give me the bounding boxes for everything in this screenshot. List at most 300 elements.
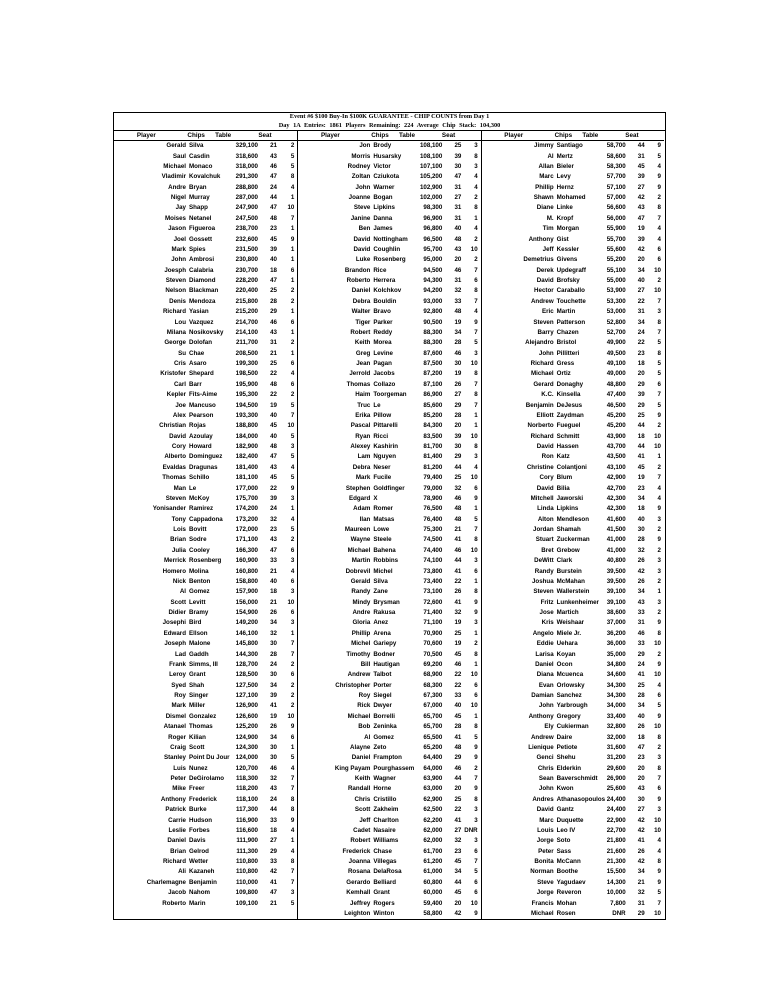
first-name: Stephen — [345, 484, 371, 492]
seat-number: 6 — [474, 878, 478, 886]
chips: 41,000 — [606, 536, 626, 544]
first-name: Mike — [172, 785, 186, 793]
player-row — [298, 909, 480, 919]
last-name: Reveron — [556, 889, 582, 897]
player-row — [114, 463, 297, 473]
table-number: 32 — [454, 837, 462, 845]
last-name: Leo IV — [556, 826, 576, 834]
first-name: M. — [546, 214, 554, 222]
seat-number: 7 — [657, 328, 661, 336]
last-name: Nosikovsky — [189, 328, 224, 336]
seat-number: 2 — [474, 194, 478, 202]
player-row — [482, 899, 664, 909]
seat-number: 8 — [657, 733, 661, 741]
table-number: 42 — [637, 245, 645, 253]
chips: 96,900 — [423, 214, 443, 222]
player-row — [482, 141, 664, 151]
seat-number: 9 — [657, 712, 661, 720]
player-row — [114, 805, 297, 815]
table-number: 42 — [637, 567, 645, 575]
first-name: Steve — [353, 204, 371, 212]
first-name: Homero — [162, 567, 186, 575]
player-row — [298, 681, 480, 691]
chips: 67,300 — [423, 692, 443, 700]
chips: 56,000 — [606, 214, 626, 222]
first-name: Jay — [175, 204, 186, 212]
player-row — [298, 152, 480, 162]
table-number: 46 — [270, 318, 277, 326]
player-row — [114, 504, 297, 514]
last-name: Gregory — [556, 712, 581, 720]
table-number: 27 — [454, 391, 462, 399]
seat-number: 2 — [474, 764, 478, 772]
seat-number: 5 — [474, 868, 478, 876]
first-name: Ron — [541, 453, 554, 461]
player-row — [298, 442, 480, 452]
chips: 40,800 — [606, 557, 626, 565]
last-name: Williams — [373, 837, 399, 845]
last-name: Bramy — [189, 609, 209, 617]
player-row — [114, 629, 297, 639]
table-number: 32 — [454, 609, 462, 617]
seat-number: 9 — [657, 795, 661, 803]
seat-number: 3 — [474, 619, 478, 627]
last-name: Steele — [373, 536, 392, 544]
chips: 193,300 — [235, 411, 258, 419]
chips: 79,000 — [423, 484, 443, 492]
player-row — [298, 245, 480, 255]
chip-count-columns — [114, 130, 665, 919]
table-number: 43 — [270, 152, 277, 160]
chips: 177,000 — [235, 484, 258, 492]
first-name: Anthony — [528, 712, 554, 720]
table-number: 44 — [454, 775, 462, 783]
last-name: Charlton — [373, 816, 399, 824]
chips: 65,500 — [423, 733, 443, 741]
player-row — [114, 401, 297, 411]
last-name: Uehara — [556, 640, 578, 648]
seat-number: 1 — [290, 743, 295, 751]
player-row — [482, 307, 664, 317]
first-name: Cory — [171, 443, 186, 451]
first-name: Jean — [356, 360, 371, 368]
table-number: 20 — [454, 899, 462, 907]
last-name: Bahena — [373, 546, 396, 554]
last-name: Zeto — [373, 743, 387, 751]
chips: 73,800 — [423, 567, 443, 575]
first-name: Daniel — [351, 287, 371, 295]
last-name: Parker — [373, 318, 393, 326]
player-row — [114, 193, 297, 203]
player-row — [298, 515, 480, 525]
table-number: 34 — [270, 681, 277, 689]
first-name: Wayne — [350, 536, 371, 544]
chips: 39,500 — [606, 577, 626, 585]
chips: 71,100 — [423, 619, 443, 627]
chips: 188,800 — [235, 422, 258, 430]
last-name: Herrera — [373, 277, 396, 285]
player-row — [482, 577, 664, 587]
last-name: Sass — [556, 847, 572, 855]
chips: 238,700 — [235, 225, 258, 233]
seat-number: 7 — [474, 401, 478, 409]
chips: 126,900 — [235, 702, 258, 710]
chips: 120,700 — [235, 764, 258, 772]
last-name: James — [373, 225, 393, 233]
first-name: Joshua — [531, 577, 554, 585]
first-name: Richard — [162, 308, 186, 316]
first-name: Diane — [536, 204, 554, 212]
first-name: Phillip — [351, 629, 371, 637]
table-number: 34 — [270, 733, 277, 741]
player-row — [114, 442, 297, 452]
last-name: Kashirin — [373, 443, 399, 451]
seat-number: 5 — [657, 370, 661, 378]
last-name: Martich — [556, 609, 579, 617]
table-number: 26 — [454, 380, 462, 388]
table-number: 18 — [637, 360, 645, 368]
table-number: 40 — [637, 515, 645, 523]
chips: 49,900 — [606, 339, 626, 347]
table-number: 26 — [637, 557, 645, 565]
chips: 39,100 — [606, 588, 626, 596]
last-name: Frederick — [189, 795, 217, 803]
table-header: Table — [399, 132, 415, 140]
last-name: Cooley — [189, 546, 210, 554]
last-name: Netanel — [189, 214, 212, 222]
player-row — [482, 878, 664, 888]
seat-number: 8 — [657, 858, 661, 866]
first-name: Cadet — [353, 826, 371, 834]
first-name: Nick — [172, 577, 186, 585]
chips: 144,300 — [235, 650, 258, 658]
player-row — [298, 359, 480, 369]
player-row — [298, 888, 480, 898]
seat-number: 8 — [474, 650, 478, 658]
seat-number: 5 — [474, 339, 478, 347]
player-row — [482, 546, 664, 556]
chips: 52,800 — [606, 318, 626, 326]
table-number: 27 — [454, 194, 462, 202]
seat-number: 1 — [474, 660, 478, 668]
seat-number: 7 — [290, 868, 295, 876]
chips: 287,000 — [235, 194, 258, 202]
player-row — [114, 670, 297, 680]
chips: 215,800 — [235, 297, 258, 305]
table-number: 31 — [637, 619, 645, 627]
chips: 220,400 — [235, 287, 258, 295]
seat-number: 5 — [657, 702, 661, 710]
last-name: Donaghy — [556, 380, 584, 388]
player-row — [114, 681, 297, 691]
last-name: Soto — [556, 837, 571, 845]
first-name: Ryan — [355, 432, 371, 440]
table-number: 18 — [637, 733, 645, 741]
first-name: Bob — [358, 723, 371, 731]
table-number: 42 — [454, 909, 462, 917]
table-number: 31 — [637, 899, 645, 907]
chips: 79,400 — [423, 474, 443, 482]
first-name: Joanna — [348, 858, 371, 866]
last-name: Silva — [373, 577, 388, 585]
chips: 231,500 — [235, 245, 258, 253]
seat-number: 4 — [290, 847, 295, 855]
chips: 171,100 — [235, 536, 258, 544]
column-header — [298, 131, 480, 141]
table-number: 42 — [270, 868, 277, 876]
chips: 156,000 — [235, 598, 258, 606]
table-number: 39 — [270, 692, 277, 700]
seat-number: 9 — [657, 878, 661, 886]
last-name: Zaydman — [556, 411, 584, 419]
player-row — [114, 733, 297, 743]
first-name: Jon — [359, 142, 371, 150]
player-row — [482, 535, 664, 545]
player-row — [482, 867, 664, 877]
table-number: 43 — [637, 785, 645, 793]
seat-number: 4 — [290, 515, 295, 523]
player-row — [114, 183, 297, 193]
chips: 95,700 — [423, 245, 443, 253]
player-row — [482, 442, 664, 452]
first-name: Rick — [357, 702, 371, 710]
chips: 174,200 — [235, 505, 258, 513]
table-number: 32 — [454, 484, 462, 492]
table-number: 39 — [454, 152, 462, 160]
table-number: 44 — [637, 443, 645, 451]
player-row — [482, 650, 664, 660]
seat-number: 4 — [657, 847, 661, 855]
first-name: Alex — [172, 411, 186, 419]
table-number: 33 — [270, 816, 277, 824]
chips: 318,600 — [235, 152, 258, 160]
chips: 194,500 — [235, 401, 258, 409]
last-name: Caraballo — [556, 287, 585, 295]
table-number: 19 — [454, 318, 462, 326]
chips: 48,800 — [606, 380, 626, 388]
first-name: Eric — [541, 308, 554, 316]
chips: 87,100 — [423, 380, 443, 388]
table-number: 45 — [270, 235, 277, 243]
table-number: 42 — [637, 816, 645, 824]
chips: 90,500 — [423, 318, 443, 326]
last-name: Mertz — [556, 152, 573, 160]
first-name: Jerrold — [349, 370, 371, 378]
player-row — [114, 888, 297, 898]
last-name: Singer — [189, 692, 209, 700]
chips: 31,600 — [606, 743, 626, 751]
last-name: Gonzalez — [189, 712, 217, 720]
chips: 57,700 — [606, 173, 626, 181]
first-name: Gloria — [352, 619, 371, 627]
first-name: Andrew — [530, 297, 554, 305]
last-name: Duquette — [556, 816, 584, 824]
player-row — [482, 266, 664, 276]
chips: 96,800 — [423, 225, 443, 233]
player-row — [298, 494, 480, 504]
last-name: Anez — [373, 619, 389, 627]
first-name: Diana — [536, 671, 554, 679]
first-name: Jose — [539, 609, 554, 617]
chips: 102,000 — [419, 194, 443, 202]
player-row — [114, 691, 297, 701]
player-row — [482, 712, 664, 722]
chips: 102,900 — [419, 183, 443, 191]
last-name: Mancuso — [189, 401, 216, 409]
table-number: 29 — [637, 401, 645, 409]
first-name: Nelson — [165, 287, 186, 295]
first-name: Steven — [165, 277, 186, 285]
table-number: 41 — [637, 837, 645, 845]
first-name: David — [536, 484, 554, 492]
table-number: 29 — [270, 847, 277, 855]
table-number: 48 — [270, 214, 277, 222]
seat-number: 7 — [474, 775, 478, 783]
chips: 149,200 — [235, 619, 258, 627]
table-number: 27 — [637, 287, 645, 295]
table-number: 33 — [270, 858, 277, 866]
chips: 63,900 — [423, 775, 443, 783]
player-row — [482, 629, 664, 639]
player-row — [298, 380, 480, 390]
table-number: 27 — [270, 837, 277, 845]
seat-number: 2 — [657, 546, 661, 554]
last-name: Nahom — [189, 889, 210, 897]
table-number: 39 — [270, 494, 277, 502]
table-number: 30 — [637, 795, 645, 803]
last-name: Danna — [373, 214, 393, 222]
chips: 215,200 — [235, 308, 258, 316]
table-number: 23 — [270, 526, 277, 534]
player-row — [114, 608, 297, 618]
player-row — [298, 629, 480, 639]
first-name: Phillip — [535, 183, 554, 191]
player-row — [114, 878, 297, 888]
player-row — [482, 556, 664, 566]
table-number: 47 — [454, 173, 462, 181]
first-name: Carrie — [168, 816, 186, 824]
chips: 158,800 — [235, 577, 258, 585]
first-name: Ali — [178, 868, 186, 876]
table-number: 48 — [454, 235, 462, 243]
last-name: Gantz — [556, 806, 574, 814]
chips: 160,900 — [235, 557, 258, 565]
chips: 76,500 — [423, 505, 443, 513]
seat-number: 9 — [290, 235, 295, 243]
chips: 72,600 — [423, 598, 443, 606]
last-name: Clark — [556, 557, 573, 565]
chips: 56,600 — [606, 204, 626, 212]
table-number: 40 — [637, 277, 645, 285]
player-row — [298, 867, 480, 877]
seat-number: 3 — [657, 754, 661, 762]
seat-number: 8 — [657, 204, 661, 212]
last-name: Kropf — [556, 214, 574, 222]
first-name: Jordan — [533, 526, 554, 534]
chips: 214,700 — [235, 318, 258, 326]
chips: 62,000 — [423, 826, 443, 834]
seat-number: 10 — [470, 474, 478, 482]
last-name: Bristol — [556, 339, 577, 347]
table-number: 40 — [270, 256, 277, 264]
first-name: DeWitt — [534, 557, 554, 565]
table-number: 41 — [270, 878, 277, 886]
first-name: Roy — [174, 692, 186, 700]
table-number: 48 — [270, 380, 277, 388]
table-number: 21 — [270, 142, 277, 150]
seat-number: 9 — [290, 484, 295, 492]
last-name: Shamah — [556, 526, 581, 534]
chips: 109,100 — [235, 899, 258, 907]
chips: 184,000 — [235, 432, 258, 440]
seat-number: 7 — [474, 297, 478, 305]
first-name: Roberto — [346, 277, 371, 285]
first-name: Lad — [174, 650, 186, 658]
seat-number: 4 — [474, 308, 478, 316]
first-name: Damian — [531, 692, 554, 700]
first-name: Tony — [171, 515, 186, 523]
player-row — [114, 214, 297, 224]
chips: 247,500 — [235, 214, 258, 222]
table-number: 29 — [270, 308, 277, 316]
player-row — [114, 421, 297, 431]
table-number: 25 — [270, 360, 277, 368]
table-number: 27 — [454, 826, 462, 834]
table-number: 31 — [454, 214, 462, 222]
seat-number: 9 — [657, 868, 661, 876]
seat-number: 4 — [657, 225, 661, 233]
last-name: Cziukota — [373, 173, 400, 181]
first-name: Keith — [354, 775, 371, 783]
first-name: Brandon — [344, 266, 371, 274]
table-number: 24 — [270, 660, 277, 668]
player-row — [114, 338, 297, 348]
chips: 47,400 — [606, 391, 626, 399]
first-name: Edward — [163, 629, 186, 637]
first-name: Barry — [537, 328, 554, 336]
table-number: 43 — [270, 536, 277, 544]
chips: 81,400 — [423, 453, 443, 461]
seat-number: 4 — [290, 370, 295, 378]
seat-number: 5 — [290, 526, 295, 534]
seat-number: 1 — [474, 411, 478, 419]
chips: 85,200 — [423, 411, 443, 419]
player-row — [298, 214, 480, 224]
player-row — [482, 847, 664, 857]
seat-number: 8 — [290, 795, 295, 803]
table-number: 33 — [454, 692, 462, 700]
seat-number: 7 — [290, 878, 295, 886]
chips: 42,900 — [606, 474, 626, 482]
player-row — [298, 183, 480, 193]
player-row — [298, 567, 480, 577]
table-number: 32 — [454, 287, 462, 295]
chips: 88,300 — [423, 339, 443, 347]
table-number: 23 — [637, 484, 645, 492]
player-row — [482, 390, 664, 400]
seat-number: 10 — [654, 432, 661, 440]
table-number: 23 — [637, 754, 645, 762]
seat-number: 4 — [657, 484, 661, 492]
table-number: 41 — [454, 733, 462, 741]
table-number: 29 — [637, 380, 645, 388]
table-number: 25 — [454, 142, 462, 150]
first-name: Marc — [539, 173, 554, 181]
last-name: Bryan — [189, 183, 207, 191]
first-name: Marc — [539, 816, 554, 824]
seat-number: 10 — [654, 816, 661, 824]
player-row — [482, 172, 664, 182]
